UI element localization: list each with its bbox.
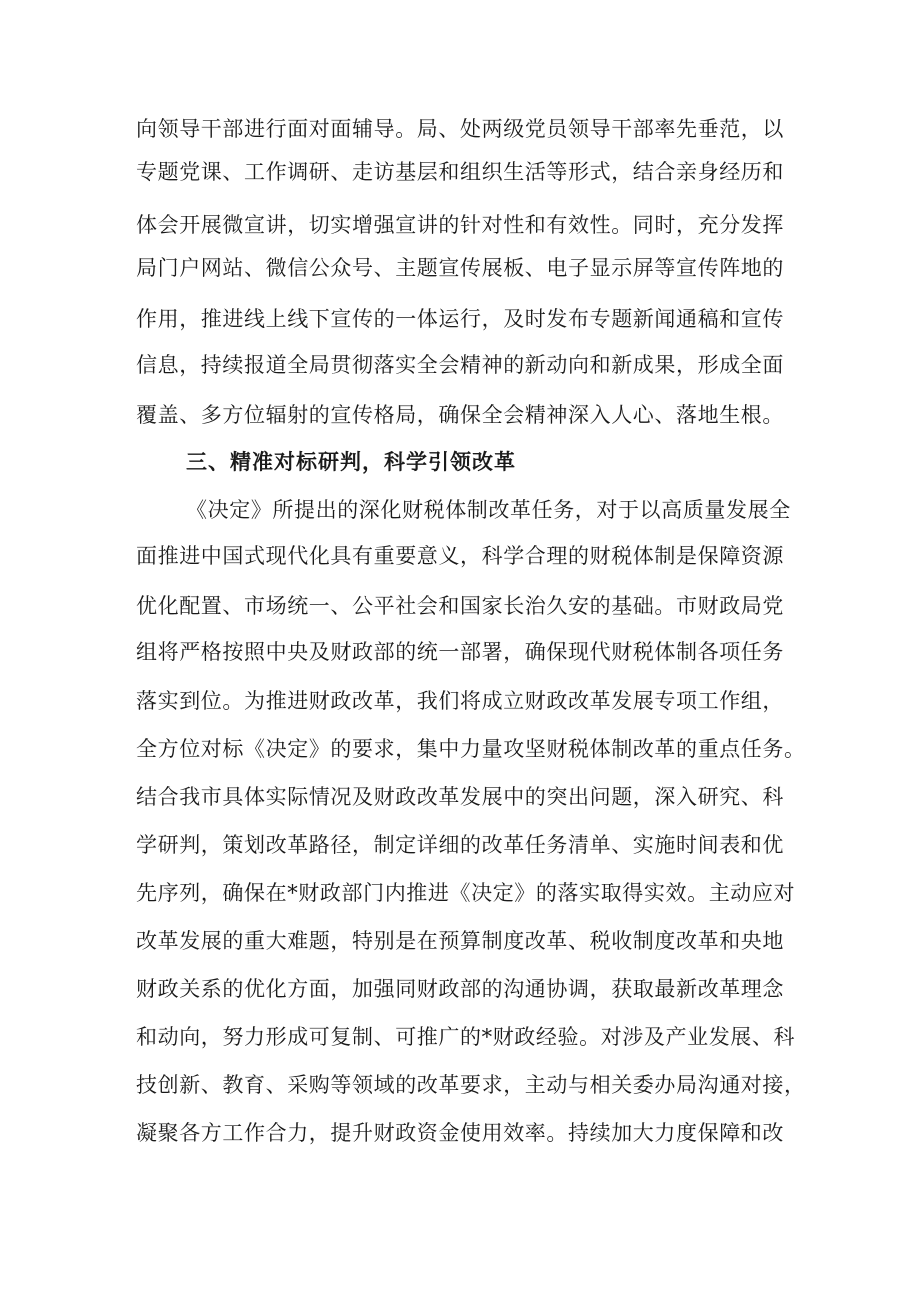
- p2-line-2: 面推进中国式现代化具有重要意义，科学合理的财税体制是保障资源: [136, 544, 784, 568]
- p1-line-7: 覆盖、多方位辐射的宣传格局，确保全会精神深入人心、落地生根。: [136, 403, 784, 427]
- p2-line-8: 学研判，策划改革路径，制定详细的改革任务清单、实施时间表和优: [136, 833, 784, 857]
- p2-line-13: 技创新、教育、采购等领域的改革要求，主动与相关委办局沟通对接，: [136, 1073, 806, 1097]
- p1-line-4: 局门户网站、微信公众号、主题宣传展板、电子显示屏等宣传阵地的: [136, 256, 784, 280]
- p2-line-10: 改革发展的重大难题，特别是在预算制度改革、税收制度改革和央地: [136, 929, 784, 953]
- p2-line-5: 落实到位。为推进财政改革，我们将成立财政改革发展专项工作组，: [136, 689, 784, 713]
- p1-line-5: 作用，推进线上线下宣传的一体运行，及时发布专题新闻通稿和宣传: [136, 307, 784, 331]
- p1-line-1: 向领导干部进行面对面辅导。局、处两级党员领导干部率先垂范，以: [136, 117, 784, 141]
- p2-line-14: 凝聚各方工作合力，提升财政资金使用效率。持续加大力度保障和改: [136, 1121, 784, 1145]
- p2-line-6: 全方位对标《决定》的要求，集中力量攻坚财税体制改革的重点任务。: [136, 737, 806, 761]
- p1-line-6: 信息，持续报道全局贯彻落实全会精神的新动向和新成果，形成全面: [136, 353, 784, 377]
- p2-line-11: 财政关系的优化方面，加强同财政部的沟通协调，获取最新改革理念: [136, 977, 784, 1001]
- p2-line-4: 组将严格按照中央及财政部的统一部署，确保现代财税体制各项任务: [136, 640, 784, 664]
- p2-line-3: 优化配置、市场统一、公平社会和国家长治久安的基础。市财政局党: [136, 594, 784, 618]
- p2-line-1: 《决定》所提出的深化财税体制改革任务，对于以高质量发展全: [186, 498, 791, 522]
- p2-line-9: 先序列，确保在*财政部门内推进《决定》的落实取得实效。主动应对: [136, 881, 796, 905]
- p1-line-3: 体会开展微宣讲，切实增强宣讲的针对性和有效性。同时，充分发挥: [136, 213, 784, 237]
- section-heading: 三、精准对标研判，科学引领改革: [186, 449, 516, 474]
- p2-line-7: 结合我市具体实际情况及财政改革发展中的突出问题，深入研究、科: [136, 785, 784, 809]
- p1-line-2: 专题党课、工作调研、走访基层和组织生活等形式，结合亲身经历和: [136, 160, 784, 184]
- p2-line-12: 和动向，努力形成可复制、可推广的*财政经验。对涉及产业发展、科: [136, 1025, 796, 1049]
